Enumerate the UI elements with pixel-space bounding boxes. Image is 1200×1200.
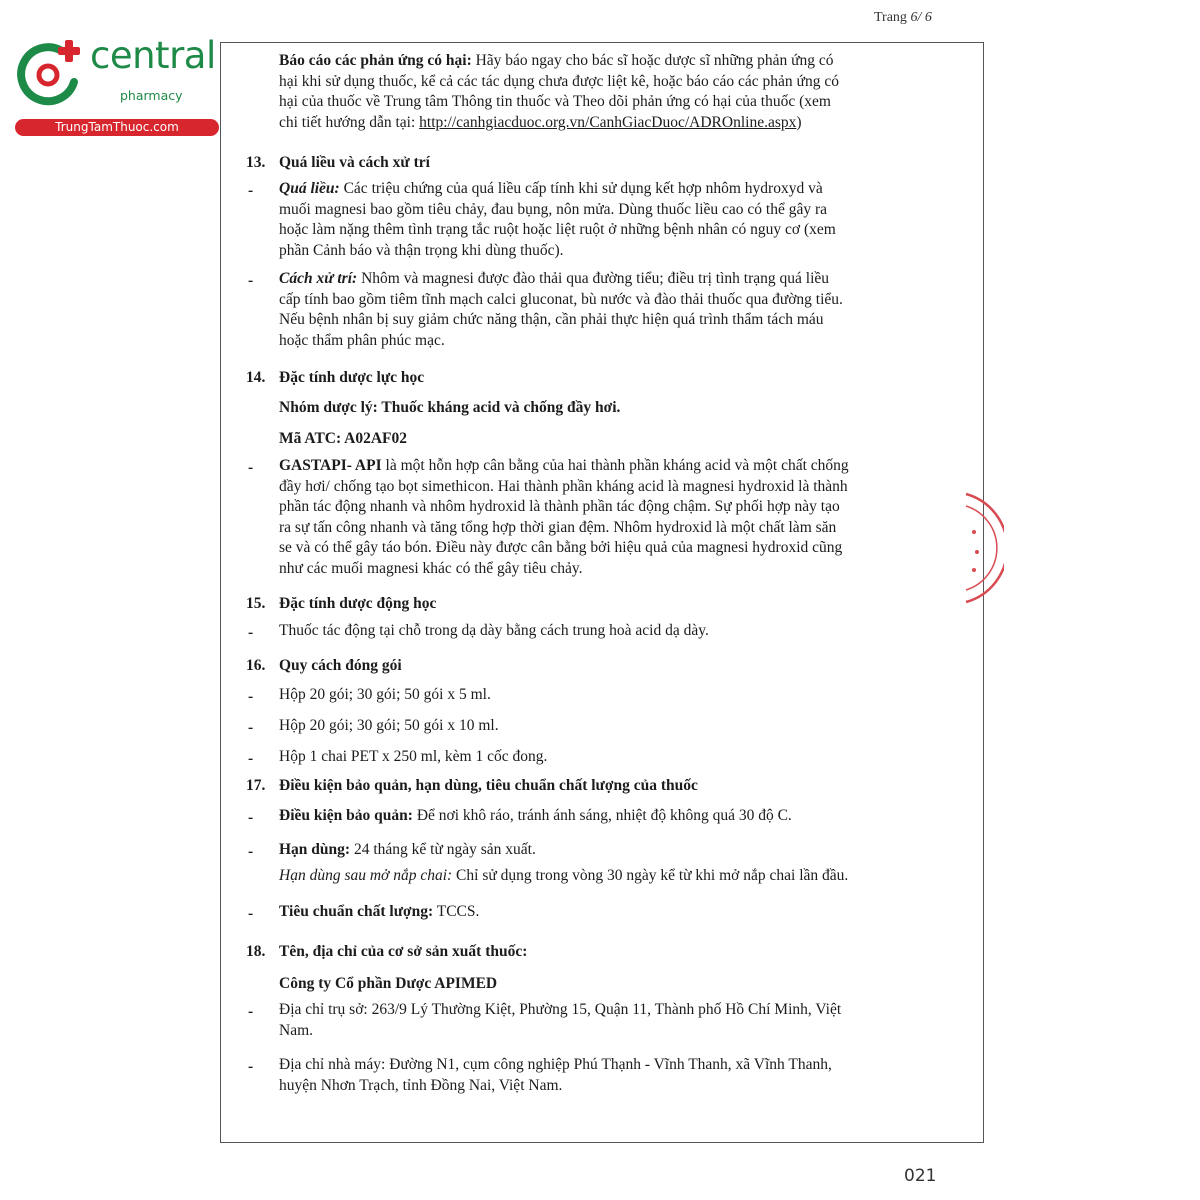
- section-13-heading: 13. Quá liều và cách xử trí: [246, 154, 430, 171]
- central-pharmacy-logo: [10, 34, 216, 136]
- packaging-item: Hộp 20 gói; 30 gói; 50 gói x 10 ml.: [279, 717, 499, 734]
- packaging-item: Hộp 20 gói; 30 gói; 50 gói x 5 ml.: [279, 686, 491, 703]
- headquarters-address: Địa chỉ trụ sở: 263/9 Lý Thường Kiệt, Phường 15, Quận 11, Thành phố Hồ Chí Minh, Việt Nam.: [279, 1001, 842, 1039]
- bullet: -: [248, 750, 254, 767]
- logo-subtitle: pharmacy: [120, 88, 183, 103]
- pharmacologic-group: Nhóm dược lý: Thuốc kháng acid và chống đầy hơi.: [279, 399, 621, 416]
- report-paragraph: Báo cáo các phản ứng có hại: Hãy báo ngay cho bác sĩ hoặc dược sĩ những phản ứng có hại khi sử dụng thuốc, kể cả các tác dụng chưa được liệt kê, hoặc báo cáo các phản ứng có hại của thuốc về Trung tâm Thông tin thuốc và Theo dõi phản ứng có hại của thuốc (xem chi tiết hướng dẫn tại: http://canhgiacduoc.org.vn/CanhGiacDuoc/ADROnline.aspx): [279, 52, 839, 131]
- company-name: Công ty Cổ phần Dược APIMED: [279, 975, 498, 992]
- pharmacokinetics-item: Thuốc tác động tại chỗ trong dạ dày bằng cách trung hoà acid dạ dày.: [279, 622, 709, 639]
- bullet: -: [248, 719, 254, 736]
- bullet: -: [248, 459, 254, 476]
- section-17-heading: 17. Điều kiện bảo quản, hạn dùng, tiêu chuẩn chất lượng của thuốc: [246, 777, 698, 794]
- bullet: -: [248, 809, 254, 826]
- bullet: -: [248, 688, 254, 705]
- section-18-heading: 18. Tên, địa chỉ của cơ sở sản xuất thuốc:: [246, 943, 528, 960]
- quality-item: Tiêu chuẩn chất lượng: TCCS.: [279, 903, 480, 920]
- atc-code: Mã ATC: A02AF02: [279, 430, 408, 447]
- adr-link[interactable]: http://canhgiacduoc.org.vn/CanhGiacDuoc/ADROnline.aspx: [419, 113, 797, 131]
- logo-website: TrungTamThuoc.com: [15, 119, 219, 136]
- logo-brand: central: [90, 34, 216, 77]
- bullet: -: [248, 272, 254, 289]
- pharmacy-cross-logo-icon: [12, 38, 86, 112]
- bullet: -: [248, 624, 254, 641]
- overdose-paragraph: Quá liều: Các triệu chứng của quá liều cấp tính khi sử dụng kết hợp nhôm hydroxyd và muối magnesi bao gồm tiêu chảy, đau bụng, nôn mửa. Dùng thuốc liều cao có thể gây ra hoặc làm nặng thêm tình trạng tắc ruột hoặc liệt ruột ở những bệnh nhân có nguy cơ (xem phần Cảnh báo và thận trọng khi dùng thuốc).: [279, 180, 836, 259]
- bullet: -: [248, 843, 254, 860]
- section-14-heading: 14. Đặc tính dược lực học: [246, 369, 425, 386]
- red-seal-stamp-icon: [960, 492, 1004, 604]
- factory-address: Địa chỉ nhà máy: Đường N1, cụm công nghiệp Phú Thạnh - Vĩnh Thanh, xã Vĩnh Thanh, huyện Nhơn Trạch, tỉnh Đồng Nai, Việt Nam.: [279, 1056, 832, 1094]
- pharmacodynamics-paragraph: GASTAPI- API là một hỗn hợp cân bằng của hai thành phần kháng acid và một chất chống đầy hơi/ chống tạo bọt simethicon. Hai thành phần kháng acid là magnesi hydroxid là thành phần tác động nhanh và nhôm hydroxid là thành phần tác động chậm. Sự phối hợp này tạo ra sự tấn công nhanh và tăng tổng hợp thời gian đệm. Nhôm hydroxid là một chất làm săn se và có thể gây táo bón. Điều này được cân bằng bởi hiệu quả của magnesi hydroxid cũng như các muối magnesi khác có thể gây tiêu chảy.: [279, 457, 849, 577]
- after-opening-item: Hạn dùng sau mở nắp chai: Chỉ sử dụng trong vòng 30 ngày kể từ khi mở nắp chai lần đầu.: [279, 867, 849, 884]
- bullet: -: [248, 1003, 254, 1020]
- page-number: Trang 6/ 6: [874, 10, 932, 25]
- bullet: -: [248, 1058, 254, 1075]
- treatment-paragraph: Cách xử trí: Nhôm và magnesi được đào thải qua đường tiểu; điều trị tình trạng quá liều cấp tính bao gồm tiêm tĩnh mạch calci gluconat, bù nước và đào thải thuốc qua đường tiểu. Nếu bệnh nhân bị suy giảm chức năng thận, cần phải thực hiện quá trình thẩm tách máu hoặc thẩm phân phúc mạc.: [279, 270, 843, 349]
- bullet: -: [248, 905, 254, 922]
- packaging-item: Hộp 1 chai PET x 250 ml, kèm 1 cốc đong.: [279, 748, 548, 765]
- handwritten-page-number: 021: [904, 1166, 937, 1186]
- bullet: -: [248, 182, 254, 199]
- section-15-heading: 15. Đặc tính dược động học: [246, 595, 437, 612]
- storage-item: Điều kiện bảo quản: Để nơi khô ráo, tránh ánh sáng, nhiệt độ không quá 30 độ C.: [279, 807, 792, 824]
- section-16-heading: 16. Quy cách đóng gói: [246, 657, 402, 674]
- expiry-item: Hạn dùng: 24 tháng kể từ ngày sản xuất.: [279, 841, 536, 858]
